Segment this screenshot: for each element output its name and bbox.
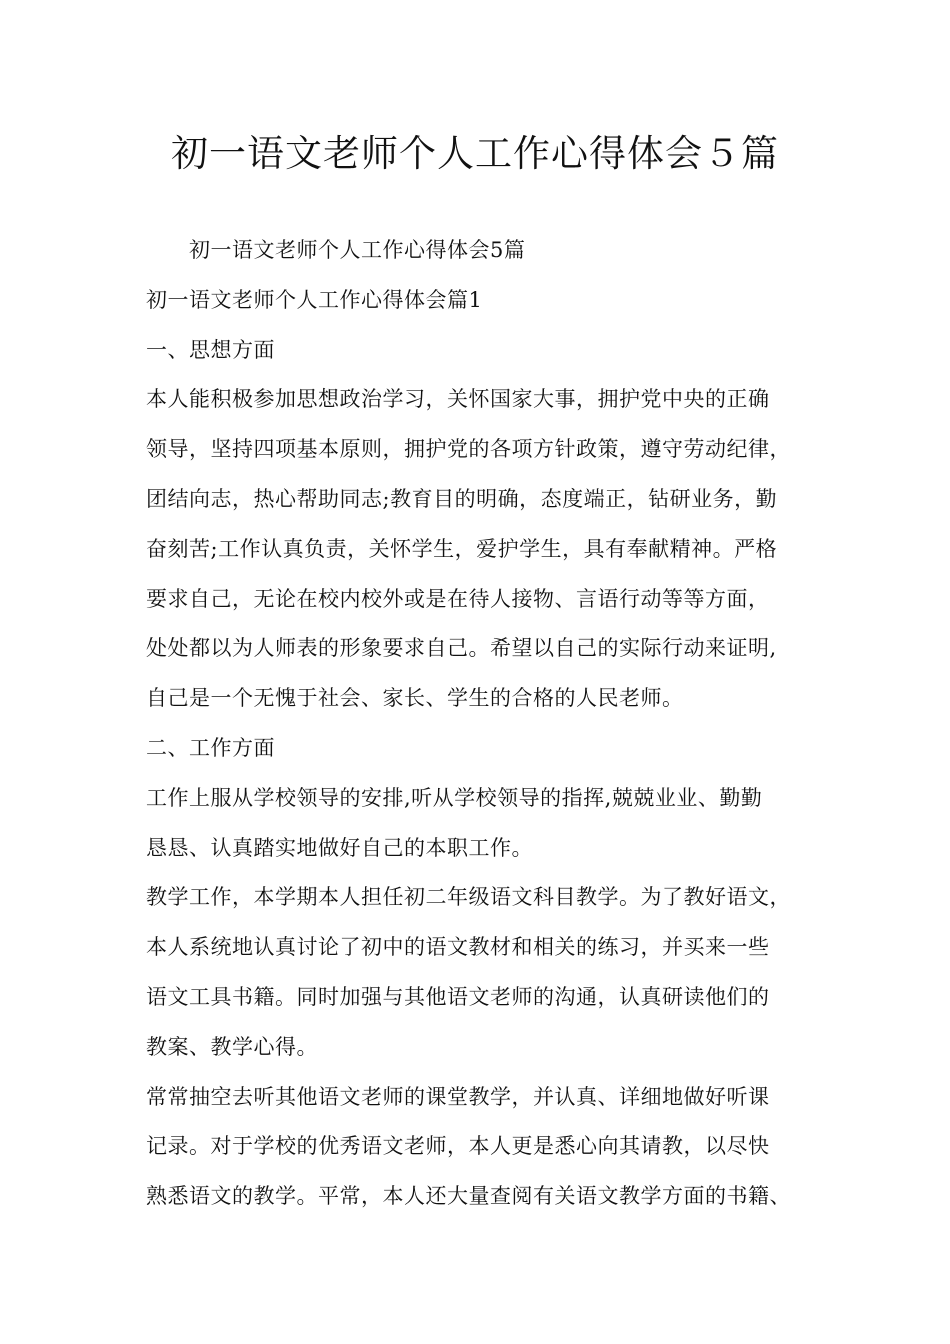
- paragraph-line: 团结向志，热心帮助同志;教育目的明确，态度端正，钻研业务，勤: [146, 486, 778, 511]
- paragraph-line: 恳恳、认真踏实地做好自己的本职工作。: [146, 835, 533, 860]
- paragraph-line: 熟悉语文的教学。平常，本人还大量查阅有关语文教学方面的书籍、: [146, 1184, 791, 1209]
- subtitle-line: 初一语文老师个人工作心得体会5篇: [189, 238, 526, 262]
- paragraph-line: 领导，坚持四项基本原则，拥护党的各项方针政策，遵守劳动纪律，: [146, 437, 791, 462]
- paragraph-line: 教学工作，本学期本人担任初二年级语文科目教学。为了教好语文，: [146, 885, 791, 910]
- paragraph-line: 语文工具书籍。同时加强与其他语文老师的沟通，认真研读他们的: [146, 984, 770, 1009]
- paragraph-line: 自己是一个无愧于社会、家长、学生的合格的人民老师。: [146, 686, 684, 711]
- document-title: 初一语文老师个人工作心得体会５篇: [171, 132, 779, 175]
- section-heading: 初一语文老师个人工作心得体会篇1: [146, 287, 483, 312]
- section-heading: 一、思想方面: [146, 337, 275, 362]
- paragraph-line: 本人系统地认真讨论了初中的语文教材和相关的练习，并买来一些: [146, 935, 770, 960]
- paragraph-line: 处处都以为人师表的形象要求自己。希望以自己的实际行动来证明,: [146, 636, 777, 661]
- paragraph-line: 本人能积极参加思想政治学习，关怀国家大事，拥护党中央的正确: [146, 387, 770, 412]
- paragraph-line: 记录。对于学校的优秀语文老师，本人更是悉心向其请教，以尽快: [146, 1134, 770, 1159]
- paragraph-line: 奋刻苦;工作认真负责，关怀学生，爱护学生，具有奉献精神。严格: [146, 536, 778, 561]
- section-heading: 二、工作方面: [146, 735, 275, 760]
- document-body: [146, 226, 826, 1222]
- paragraph-line: 教案、教学心得。: [146, 1034, 318, 1059]
- paragraph-line: 常常抽空去听其他语文老师的课堂教学，并认真、详细地做好听课: [146, 1084, 770, 1109]
- paragraph-line: 工作上服从学校领导的安排,听从学校领导的指挥,兢兢业业、勤勤: [146, 785, 763, 810]
- paragraph-line: 要求自己，无论在校内校外或是在待人接物、言语行动等等方面，: [146, 586, 770, 611]
